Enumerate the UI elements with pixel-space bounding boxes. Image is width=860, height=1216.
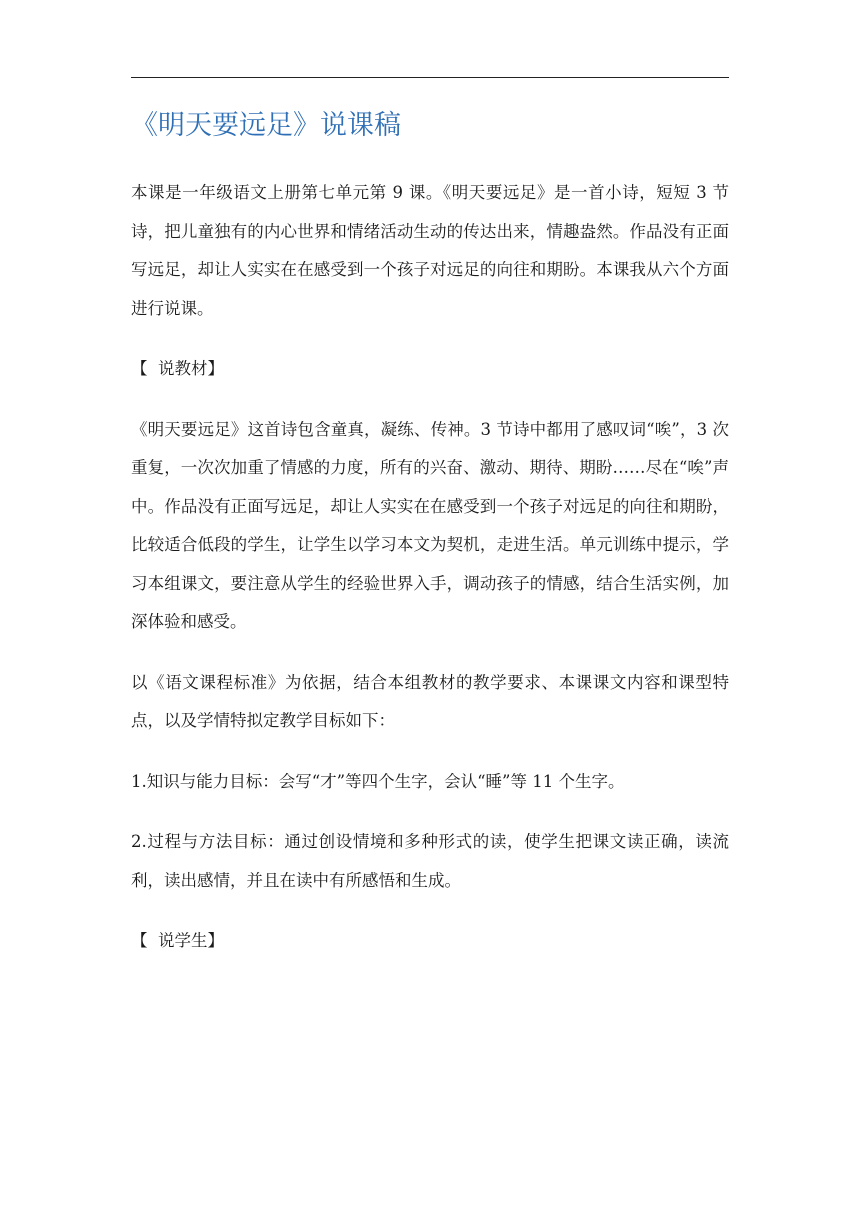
document-body (131, 174, 729, 983)
intro-paragraph: 本课是一年级语文上册第七单元第 9 课。《明天要远足》是一首小诗，短短 3 节诗，把儿童独有的内心世界和情绪活动生动的传达出来，情趣盎然。作品没有正面写远足，却让人实实在在感受到一个孩子对远足的向往和期盼。本课我从六个方面进行说课。 (131, 183, 729, 318)
section-heading-students: 【 说学生】 (131, 931, 224, 950)
objective-item-1: 1.知识与能力目标：会写“才”等四个生字，会认“睡”等 11 个生字。 (131, 771, 625, 791)
section-heading-textbook: 【 说教材】 (131, 359, 224, 378)
textbook-paragraph: 《明天要远足》这首诗包含童真，凝练、传神。3 节诗中都用了感叹词“唉”，3 次重复，一次次加重了情感的力度，所有的兴奋、激动、期待、期盼……尽在“唉”声中。作品没有正面写远足，却让人实实在在感受到一个孩子对远足的向往和期盼，比较适合低段的学生，让学生以学习本文为契机，走进生活。单元训练中提示，学习本组课文，要注意从学生的经验世界入手，调动孩子的情感，结合生活实例，加深体验和感受。 (131, 419, 729, 631)
objectives-intro-paragraph: 以《语文课程标准》为依据，结合本组教材的教学要求、本课课文内容和课型特点，以及学情特拟定教学目标如下： (131, 672, 729, 730)
document-title: 《明天要远足》说课稿 (131, 110, 401, 141)
objective-item-2: 2.过程与方法目标：通过创设情境和多种形式的读，使学生把课文读正确，读流利，读出感情，并且在读中有所感悟和生成。 (131, 832, 729, 890)
top-divider (131, 77, 729, 78)
